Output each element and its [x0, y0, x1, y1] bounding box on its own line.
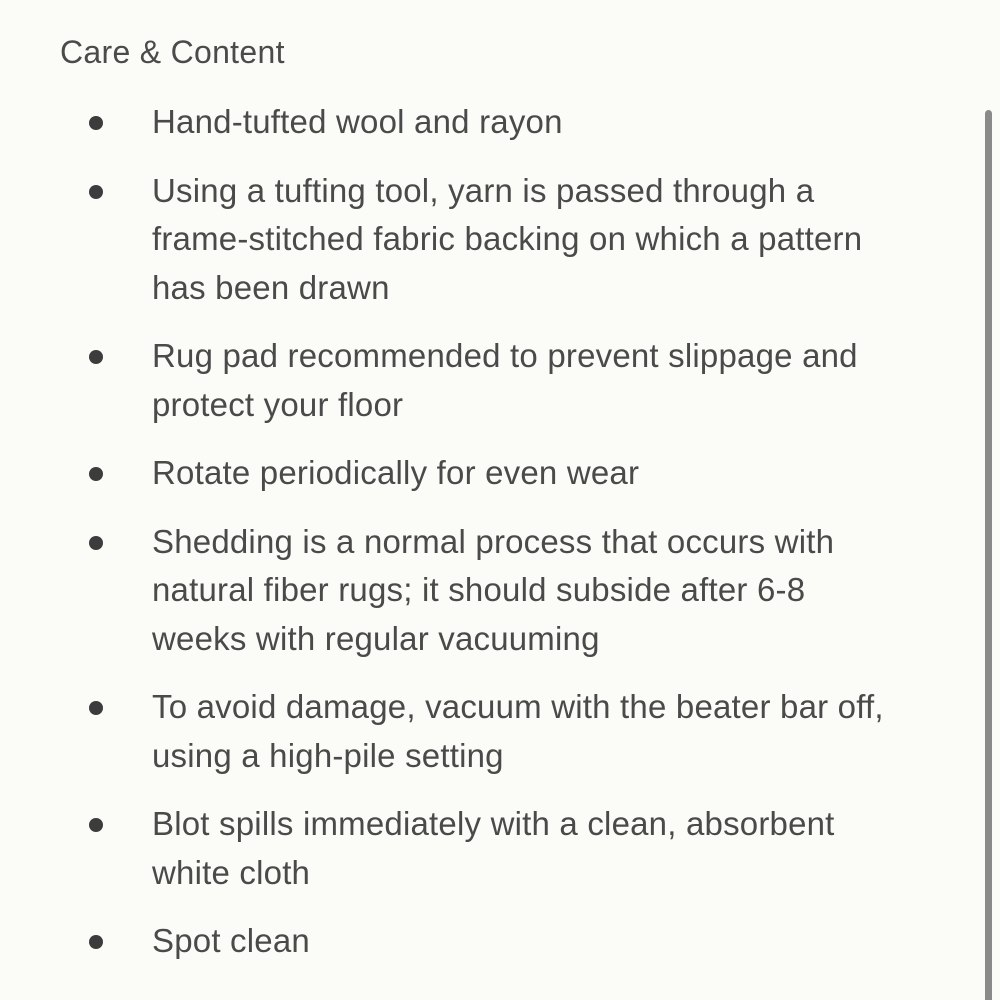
list-item-text: Rug pad recommended to prevent slippage and protect your floor — [152, 337, 858, 423]
list-item — [0, 683, 960, 780]
list-item-text: Blot spills immediately with a clean, absorbent white cloth — [152, 805, 835, 891]
scrollbar-thumb[interactable] — [985, 110, 992, 1000]
list-item — [0, 917, 960, 966]
scrollbar[interactable] — [978, 0, 1000, 1000]
list-item-text: To avoid damage, vacuum with the beater bar off, using a high-pile setting — [152, 688, 884, 774]
list-item — [0, 518, 960, 664]
list-item-text: Rotate periodically for even wear — [152, 454, 640, 491]
list-item — [0, 800, 960, 897]
bullet-icon — [89, 350, 103, 364]
section-title: Care & Content — [60, 34, 285, 70]
list-item-text: Hand-tufted wool and rayon — [152, 103, 563, 140]
list-item-text: Spot clean — [152, 922, 310, 959]
list-item-text: Shedding is a normal process that occurs with natural fiber rugs; it should subside after 6-8 weeks with regular vacuuming — [152, 522, 835, 657]
list-item — [0, 449, 960, 498]
bullet-icon — [89, 818, 103, 832]
list-item-text: Using a tufting tool, yarn is passed through a frame-stitched fabric backing on which a pattern has been drawn — [152, 171, 863, 306]
bullet-icon — [89, 467, 103, 481]
list-item — [0, 98, 960, 147]
list-item — [0, 167, 960, 313]
care-list — [0, 98, 960, 986]
bullet-icon — [89, 185, 103, 199]
list-item — [0, 332, 960, 429]
bullet-icon — [89, 935, 103, 949]
bullet-icon — [89, 116, 103, 130]
bullet-icon — [89, 536, 103, 550]
bullet-icon — [89, 701, 103, 715]
